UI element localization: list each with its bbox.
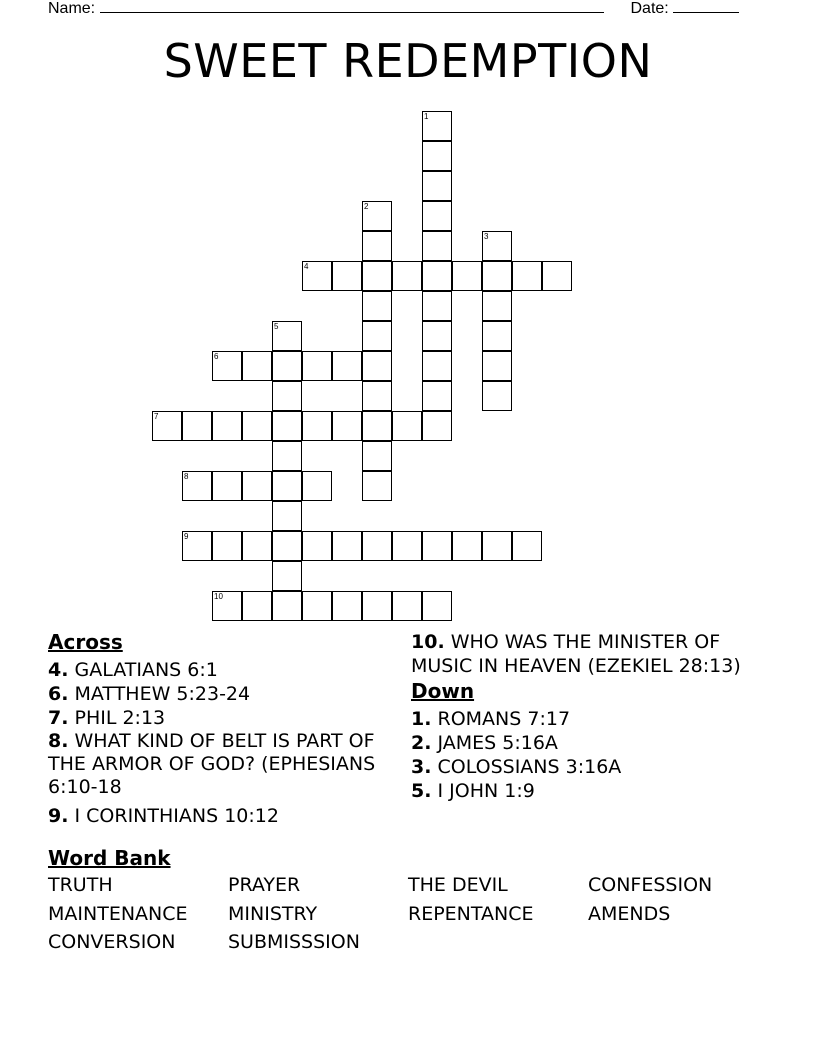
grid-cell[interactable]: [482, 351, 512, 381]
grid-cell[interactable]: [422, 171, 452, 201]
clue-down-2: [411, 731, 771, 755]
grid-cell[interactable]: [422, 591, 452, 621]
grid-cell[interactable]: [422, 201, 452, 231]
clue-across-8: [48, 730, 378, 799]
grid-cell[interactable]: [422, 321, 452, 351]
grid-cell[interactable]: [362, 591, 392, 621]
name-label: Name:: [48, 0, 96, 17]
grid-cell[interactable]: [272, 351, 302, 381]
clue-down-3: [411, 755, 771, 779]
grid-cell[interactable]: [362, 411, 392, 441]
clue-number: 6.: [48, 683, 69, 705]
grid-cell[interactable]: [302, 531, 332, 561]
grid-cell[interactable]: [362, 201, 392, 231]
across-clues: [48, 630, 378, 828]
grid-cell[interactable]: [422, 411, 452, 441]
grid-cell[interactable]: [422, 141, 452, 171]
grid-cell[interactable]: [512, 531, 542, 561]
cell-number: 6: [214, 352, 219, 361]
grid-cell[interactable]: [242, 591, 272, 621]
date-label: Date:: [630, 0, 669, 17]
grid-cell[interactable]: [362, 471, 392, 501]
clue-across-6: [48, 682, 378, 706]
grid-cell[interactable]: [422, 111, 452, 141]
word-bank-item: CONFESSION: [588, 874, 713, 896]
grid-cell[interactable]: [272, 321, 302, 351]
grid-cell[interactable]: [362, 441, 392, 471]
word-bank-item: REPENTANCE: [408, 903, 534, 925]
grid-cell[interactable]: [272, 381, 302, 411]
grid-cell[interactable]: [362, 531, 392, 561]
cell-number: 5: [274, 322, 279, 331]
grid-cell[interactable]: [392, 411, 422, 441]
grid-cell[interactable]: [242, 351, 272, 381]
grid-cell[interactable]: [482, 381, 512, 411]
grid-cell[interactable]: [212, 591, 242, 621]
clue-number: 5.: [411, 780, 432, 802]
clue-text: ROMANS 7:17: [437, 708, 571, 730]
grid-cell[interactable]: [362, 231, 392, 261]
clue-text: JAMES 5:16A: [437, 732, 558, 754]
clue-across-9: [48, 804, 378, 828]
clue-across-4: [48, 658, 378, 682]
grid-cell[interactable]: [512, 261, 542, 291]
grid-cell[interactable]: [302, 351, 332, 381]
grid-cell[interactable]: [392, 261, 422, 291]
clue-text: COLOSSIANS 3:16A: [437, 756, 622, 778]
clue-text: I JOHN 1:9: [437, 780, 535, 802]
cell-number: 10: [214, 592, 223, 601]
grid-cell[interactable]: [212, 471, 242, 501]
grid-cell[interactable]: [302, 471, 332, 501]
grid-cell[interactable]: [332, 531, 362, 561]
grid-cell[interactable]: [452, 531, 482, 561]
clue-text: MATTHEW 5:23-24: [74, 683, 251, 705]
clue-across-10: [411, 630, 771, 678]
clue-text: I CORINTHIANS 10:12: [74, 805, 279, 827]
cell-number: 9: [184, 532, 189, 541]
grid-cell[interactable]: [422, 351, 452, 381]
grid-cell[interactable]: [212, 531, 242, 561]
grid-cell[interactable]: [362, 261, 392, 291]
grid-cell[interactable]: [482, 531, 512, 561]
clue-number: 4.: [48, 659, 69, 681]
grid-cell[interactable]: [422, 381, 452, 411]
down-heading: Down: [411, 679, 475, 703]
word-bank-item: CONVERSION: [48, 931, 176, 953]
clue-number: 8.: [48, 730, 69, 752]
clue-text: WHO WAS THE MINISTER OF MUSIC IN HEAVEN (EZEKIEL 28:13): [411, 631, 741, 677]
grid-cell[interactable]: [242, 531, 272, 561]
grid-cell[interactable]: [452, 261, 482, 291]
clue-number: 10.: [411, 631, 445, 653]
grid-cell[interactable]: [182, 471, 212, 501]
grid-cell[interactable]: [272, 471, 302, 501]
word-bank-title: Word Bank: [48, 846, 171, 870]
grid-cell[interactable]: [392, 591, 422, 621]
word-bank-item: PRAYER: [228, 874, 301, 896]
clue-down-1: [411, 707, 771, 731]
grid-cell[interactable]: [182, 531, 212, 561]
grid-cell[interactable]: [272, 531, 302, 561]
word-bank-item: AMENDS: [588, 903, 671, 925]
across-heading: Across: [48, 630, 123, 654]
grid-cell[interactable]: [182, 411, 212, 441]
grid-cell[interactable]: [422, 261, 452, 291]
grid-cell[interactable]: [482, 321, 512, 351]
clue-number: 3.: [411, 756, 432, 778]
grid-cell[interactable]: [422, 231, 452, 261]
grid-cell[interactable]: [362, 291, 392, 321]
grid-cell[interactable]: [242, 411, 272, 441]
page-title: SWEET REDEMPTION: [163, 34, 653, 88]
grid-cell[interactable]: [152, 411, 182, 441]
clue-number: 9.: [48, 805, 69, 827]
cell-number: 2: [364, 202, 369, 211]
clue-number: 7.: [48, 707, 69, 729]
word-bank-item: TRUTH: [48, 874, 113, 896]
word-bank-item: MINISTRY: [228, 903, 318, 925]
grid-cell[interactable]: [422, 531, 452, 561]
word-bank-item: MAINTENANCE: [48, 903, 188, 925]
grid-cell[interactable]: [302, 261, 332, 291]
grid-cell[interactable]: [362, 321, 392, 351]
grid-cell[interactable]: [272, 561, 302, 591]
grid-cell[interactable]: [212, 411, 242, 441]
cell-number: 1: [424, 112, 429, 121]
grid-cell[interactable]: [362, 381, 392, 411]
grid-cell[interactable]: [332, 411, 362, 441]
grid-cell[interactable]: [302, 411, 332, 441]
word-bank-item: THE DEVIL: [408, 874, 508, 896]
grid-cell[interactable]: [272, 441, 302, 471]
grid-cell[interactable]: [362, 351, 392, 381]
grid-cell[interactable]: [542, 261, 572, 291]
clue-number: 2.: [411, 732, 432, 754]
cell-number: 4: [304, 262, 309, 271]
grid-cell[interactable]: [392, 531, 422, 561]
clue-down-5: [411, 779, 771, 803]
grid-cell[interactable]: [482, 231, 512, 261]
clue-number: 1.: [411, 708, 432, 730]
grid-cell[interactable]: [242, 471, 272, 501]
cell-number: 8: [184, 472, 189, 481]
grid-cell[interactable]: [332, 261, 362, 291]
grid-cell[interactable]: [272, 411, 302, 441]
cell-number: 7: [154, 412, 159, 421]
clue-across-7: [48, 706, 378, 730]
grid-cell[interactable]: [482, 261, 512, 291]
clue-text: GALATIANS 6:1: [74, 659, 218, 681]
grid-cell[interactable]: [422, 291, 452, 321]
right-clues: [411, 630, 771, 803]
clue-text: PHIL 2:13: [74, 707, 166, 729]
cell-number: 3: [484, 232, 489, 241]
word-bank-item: SUBMISSSION: [228, 931, 360, 953]
grid-cell[interactable]: [272, 501, 302, 531]
grid-cell[interactable]: [332, 351, 362, 381]
grid-cell[interactable]: [482, 291, 512, 321]
grid-cell[interactable]: [332, 591, 362, 621]
clue-text: WHAT KIND OF BELT IS PART OF THE ARMOR OF GOD? (EPHESIANS 6:10-18: [48, 730, 376, 798]
grid-cell[interactable]: [212, 351, 242, 381]
grid-cell[interactable]: [302, 591, 332, 621]
grid-cell[interactable]: [272, 591, 302, 621]
